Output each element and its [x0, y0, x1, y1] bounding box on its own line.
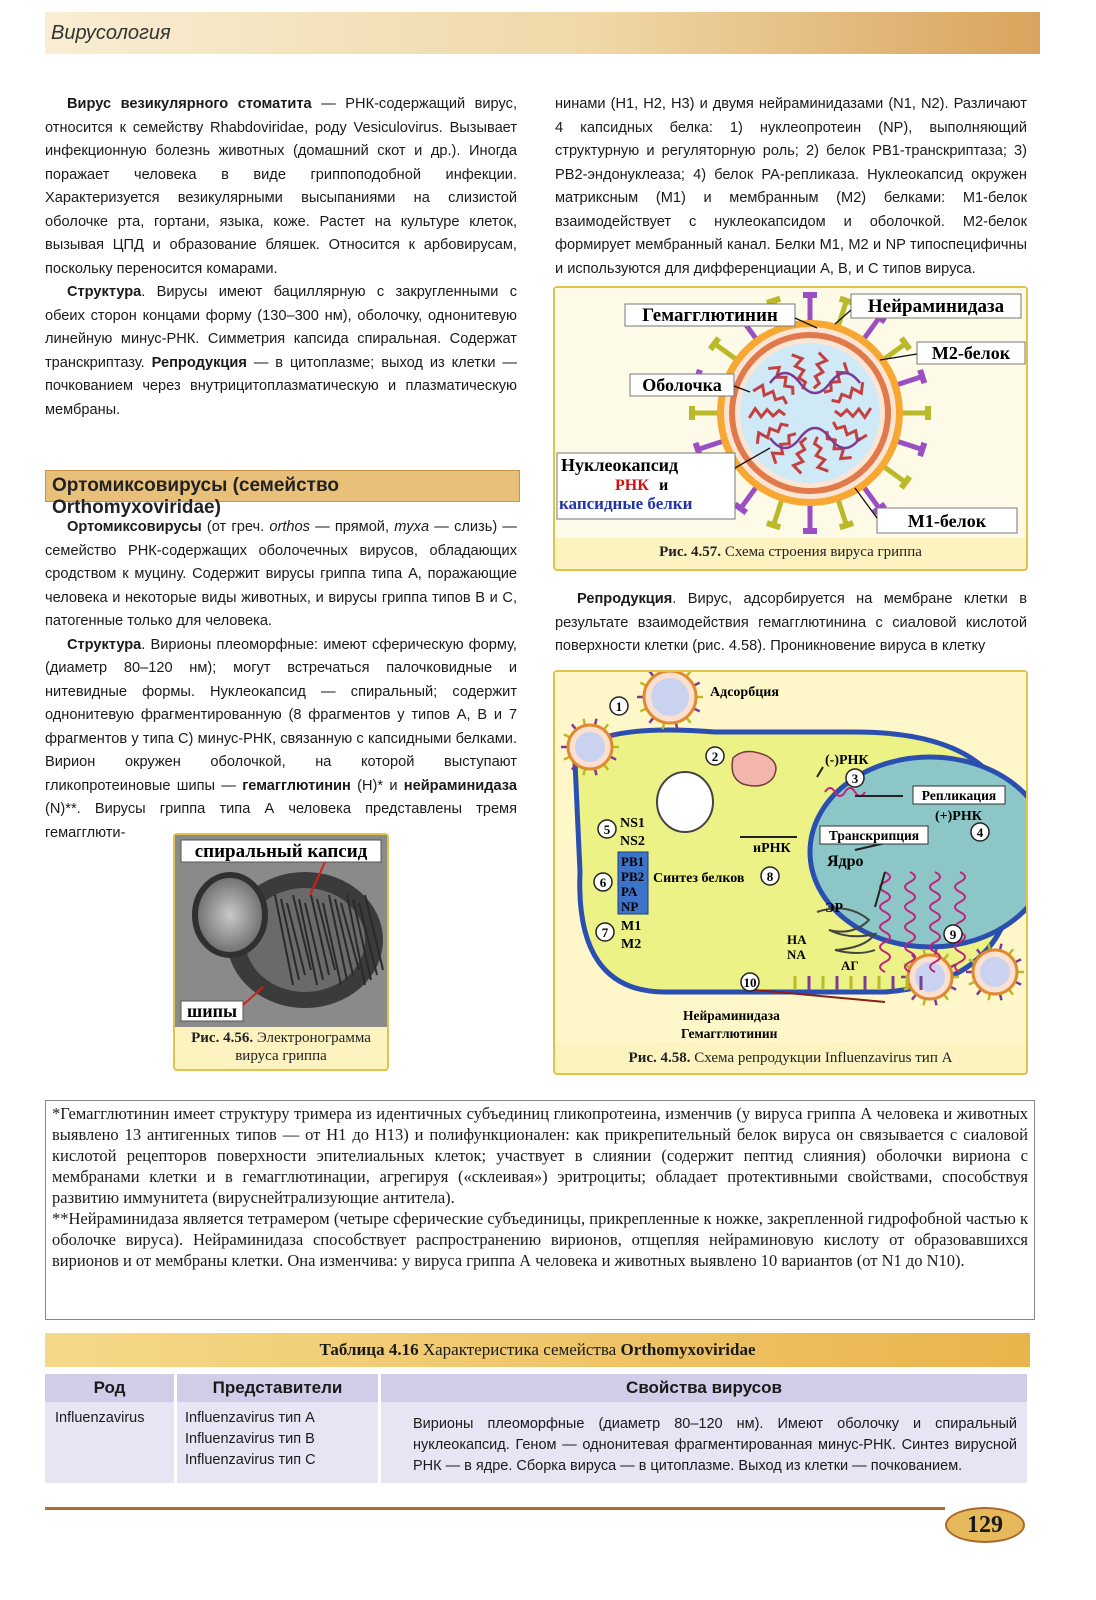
paragraph-text: — в цитоплазме; выход из клетки — почкованием через внутрицитоплазматическую и плазматическую мембраны.: [45, 354, 517, 418]
representative-item: Influenzavirus тип A: [185, 1410, 315, 1426]
label-ha: HA: [787, 932, 807, 947]
table-header-genus: Род: [45, 1374, 177, 1402]
right-column-middle: [555, 588, 1027, 659]
paragraph-text: (от греч.: [201, 519, 270, 535]
table-header-representatives: Представители: [177, 1374, 381, 1402]
label-hemagglutinin: Гемагглютинин: [681, 1026, 778, 1041]
term-orthomyxo: Ортомиксовирусы: [67, 519, 202, 535]
label-transcription: Транскрипция: [828, 828, 920, 843]
representative-item: Influenzavirus тип B: [185, 1431, 315, 1447]
term-reproduction: Репродукция: [151, 354, 247, 371]
section-heading: [45, 470, 520, 518]
greek-word: orthos: [269, 519, 310, 535]
label-plus-rna: (+)РНК: [935, 809, 982, 824]
label-pb1: PB1: [621, 854, 645, 869]
influenza-virion-diagram: [555, 288, 1026, 538]
label-and: и: [659, 477, 669, 494]
label-mrna: иРНК: [753, 841, 791, 856]
reproduction-diagram: [555, 672, 1026, 1042]
label-pb2: PB2: [621, 869, 645, 884]
step-number: 7: [601, 925, 609, 940]
paragraph-text: (N)**. Вирусы гриппа типа А человека представлены тремя гемагглюти-: [45, 801, 517, 841]
label-ns1: NS1: [620, 816, 645, 831]
footnote-hemagglutinin: *Гемагглютинин имеет структуру тримера из идентичных субъединиц гликопротеина, изменчив (у вируса гриппа А человека и животных выявлено 13 антигенных типов — от H1 до H13) и полифункционален: как прикрепительный белок вируса он связывается с сиаловой кислотой рецепторов поверхности эпителиальных клеток; участвует в слиянии (содержит пептид слияния) оболочки вириона с мембранами клетки и в гемагглютинации, агрегируя («склеивая») эритроциты; обладает протективными свойствами, способствуя развитию иммунитета (вируснейтрализующие антитела).: [52, 1104, 1028, 1207]
label-helical-capsid: спиральный капсид: [194, 841, 368, 862]
label-replication: Репликация: [921, 788, 997, 803]
label-na: NA: [787, 947, 806, 962]
table-title-text: Характеристика семейства: [418, 1340, 621, 1359]
figure-4-57-caption: [555, 544, 1026, 561]
figure-4-58: [553, 670, 1028, 1075]
step-number: 5: [603, 822, 611, 837]
paragraph-orthomyxo-structure: [45, 634, 517, 846]
label-pa: PA: [621, 884, 638, 899]
term-hemagglutinin: гемагглютинин: [242, 777, 351, 794]
left-column-top: [45, 93, 517, 422]
term-structure: Структура: [67, 284, 142, 300]
orthomyxo-table: [45, 1374, 1030, 1483]
cell-representatives: [177, 1402, 381, 1483]
footnote-neuraminidase: **Нейраминидаза является тетрамером (четыре сферические субъединицы, прикрепленные к ножке, закрепленной гидрофобной частью к оболочке вируса). Нейраминидаза способствует распространению вирионов, отщепляя нейраминовую кислоту от образовавшихся вирионов и от мембраны клетки. Она изменчива: у вируса гриппа А человека и животных выявлено 10 вариантов (от N1 до N10).: [52, 1209, 1028, 1270]
label-m2: M2: [621, 937, 642, 952]
paragraph-text: . Вирусы имеют бациллярную с закругленными с обеих сторон концами форму (130–300 нм), оболочку, однонитевую линейную минус-РНК. Симметрия капсида спиральная. Содержат транскриптазу.: [45, 284, 517, 371]
label-spikes: шипы: [187, 1001, 237, 1021]
figure-4-56-caption: [179, 1029, 383, 1065]
paragraph-vsv: [45, 93, 517, 281]
label-m1: M1: [621, 919, 642, 934]
paragraph-orthomyxo: [45, 516, 517, 634]
label-adsorption: Адсорбция: [710, 685, 779, 700]
paragraph-text: — прямой,: [309, 519, 395, 535]
step-number: 1: [615, 699, 623, 714]
label-capsid-proteins: капсидные белки: [559, 494, 693, 513]
left-column-bottom: [45, 516, 517, 845]
greek-word: myxa: [394, 519, 430, 535]
label-ag: АГ: [841, 958, 859, 973]
table-title-family: Orthomyxoviridae: [620, 1340, 756, 1359]
cell-genus: Influenzavirus: [45, 1402, 177, 1483]
label-hemagglutinin: Гемагглютинин: [642, 305, 778, 326]
paragraph-text: — слизь) — семейство РНК-содержащих оболочечных вирусов, обладающих сродством к муцину. Содержит вирусы гриппа типа А, поражающие человека и некоторые виды животных, и вирусы гриппа типов В и С, патогенные только для человека.: [45, 519, 517, 629]
figure-number: Рис. 4.56.: [191, 1030, 254, 1046]
caption-text: Схема репродукции Influenzavirus тип А: [690, 1050, 953, 1066]
section-heading-text: Ортомиксовирусы (семейство Orthomyxoviridae): [52, 475, 340, 518]
label-protein-synthesis: Синтез белков: [653, 871, 745, 886]
step-number: 9: [949, 927, 957, 942]
right-column-top: [555, 93, 1027, 281]
cell-properties: Вирионы плеоморфные (диаметр 80–120 нм). Имеют оболочку и спиральный нуклеокапсид. Геном — однонитевая фрагментированная минус-РНК. Синтез вирусной РНК — в ядре. Сборка вируса — в цитоплазме. Выход из клетки — почкованием.: [381, 1402, 1030, 1483]
electron-micrograph: [175, 835, 387, 1027]
step-number: 2: [711, 749, 719, 764]
footnotes-box: [45, 1100, 1035, 1320]
term-neuraminidase: нейраминидаза: [403, 777, 517, 794]
label-envelope: Оболочка: [642, 375, 722, 395]
label-rna: РНК: [615, 477, 649, 494]
label-ns2: NS2: [620, 834, 645, 849]
label-neuraminidase: Нейраминидаза: [867, 296, 1005, 317]
running-header: [45, 12, 1040, 54]
term-reproduction: Репродукция: [577, 591, 673, 607]
label-neuraminidase: Нейраминидаза: [683, 1008, 780, 1023]
caption-text: Электронограмма вируса гриппа: [235, 1030, 371, 1064]
footer-rule: [45, 1507, 945, 1510]
table-row: [45, 1402, 1030, 1483]
step-number: 10: [743, 975, 757, 990]
label-minus-rna: (-)РНК: [825, 753, 869, 768]
term-vsv: Вирус везикулярного стоматита: [67, 96, 312, 112]
figure-number: Рис. 4.57.: [659, 544, 722, 560]
paragraph-reproduction: [555, 588, 1027, 659]
paragraph-vsv-structure: [45, 281, 517, 422]
page-number: 129: [945, 1507, 1025, 1543]
step-number: 4: [976, 825, 984, 840]
label-m2-protein: М2-белок: [931, 343, 1011, 363]
term-structure: Структура: [67, 636, 142, 653]
label-er: ЭР: [825, 901, 844, 916]
representative-item: Influenzavirus тип C: [185, 1452, 316, 1468]
label-np: NP: [621, 899, 639, 914]
paragraph-text: (Н)* и: [350, 777, 404, 794]
paragraph-text: . Вирионы плеоморфные: имеют сферическую форму, (диаметр 80–120 нм); могут встречаться палочковидные и нитевидные формы. Нуклеокапсид — спиральный; содержит однонитевую фрагментированную (8 фрагментов у типов А, В и 7 фрагментов у типа С) минус-РНК, связанную с капсидными белками. Вирион окружен оболочкой, на которой выступают гликопротеиновые шипы —: [45, 636, 517, 794]
label-m1-protein: М1-белок: [907, 511, 987, 531]
label-nucleocapsid: Нуклеокапсид: [561, 455, 679, 475]
figure-number: Рис. 4.58.: [628, 1050, 691, 1066]
figure-4-56: [173, 833, 389, 1071]
table-title: [45, 1333, 1030, 1367]
figure-4-57: [553, 286, 1028, 571]
label-nucleus: Ядро: [827, 853, 864, 870]
paragraph-proteins: нинами (H1, H2, H3) и двумя нейраминидазами (N1, N2). Различают 4 капсидных белка: 1) нуклеопротеин (NP), выполняющий структурную и регуляторную роль; 2) белок PB1-транскриптаза; 3) PB2-эндонуклеаза; 4) белок РА-репликаза. Нуклеокапсид окружен матриксным (М1) и мембранным (М2) белками: М1-белок взаимодействует с нуклеокапсидом и оболочкой. М2-белок формирует мембранный канал. Белки М1, М2 и NP типоспецифичны и используются для дифференциации А, В, и С типов вируса.: [555, 96, 1027, 277]
caption-text: Схема строения вируса гриппа: [721, 544, 922, 560]
running-header-title: Вирусология: [51, 22, 171, 44]
table-number: Таблица 4.16: [319, 1340, 419, 1359]
step-number: 3: [851, 771, 859, 786]
paragraph-text: . Вирус, адсорбируется на мембране клетки в результате взаимодействия гемагглютинина с сиаловой кислотой поверхности клетки (рис. 4.58). Проникновение вируса в клетку: [555, 591, 1027, 654]
figure-4-58-caption: [555, 1050, 1026, 1067]
paragraph-text: — РНК-содержащий вирус, относится к семейству Rhabdoviridae, роду Vesiculovirus. Вызывает инфекционную болезнь животных (домашний скот и др.). Иногда поражает человека в виде гриппоподобной инфекции. Характеризуется везикулярными высыпаниями на слизистой оболочке рта, гортани, языка, коже. Растет на культуре клеток, вызывая ЦПД и образование бляшек. Относится к арбовирусам, поскольку переносится комарами.: [45, 96, 517, 277]
step-number: 8: [766, 869, 774, 884]
step-number: 6: [599, 875, 607, 890]
table-header-properties: Свойства вирусов: [381, 1374, 1030, 1402]
table-header-row: [45, 1374, 1030, 1402]
